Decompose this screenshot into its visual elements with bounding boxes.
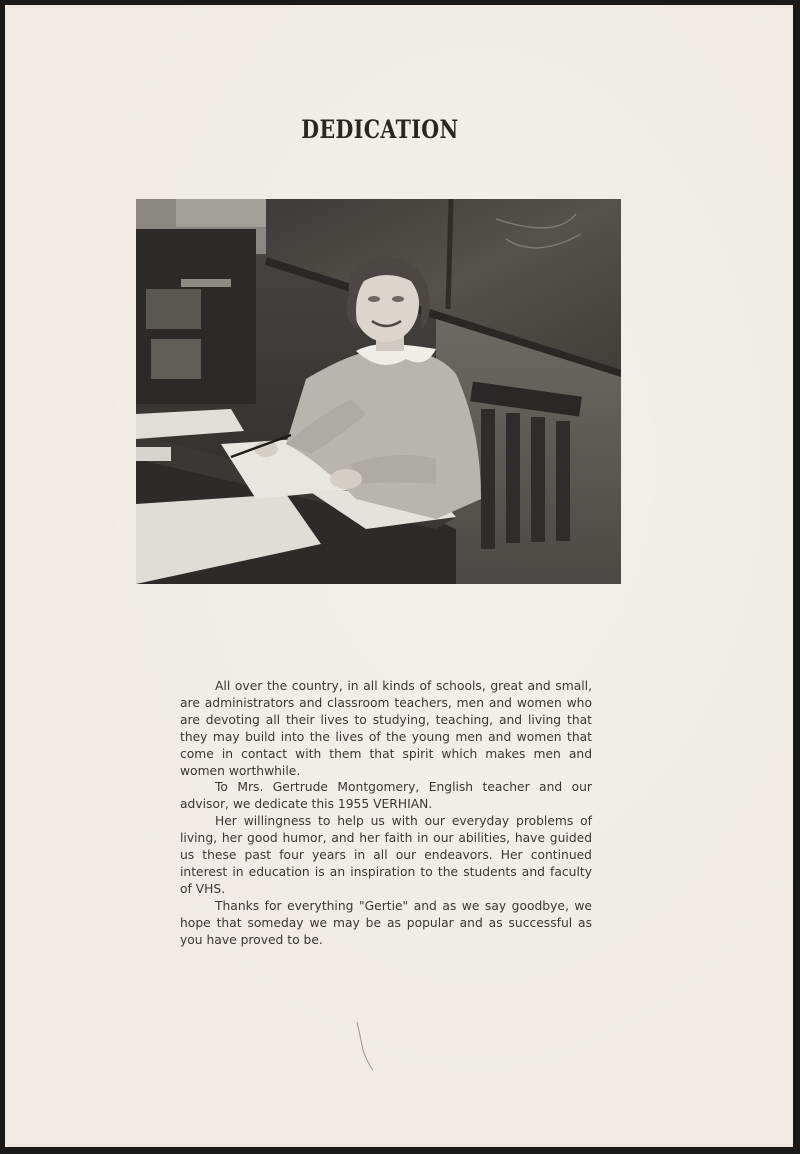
paragraph: Her willingness to help us with our everyday problems of living, her good humor, and her faith in our abilities, have guided us these past four years in all our endeavors. Her continued interest in education is an inspiration to the students and faculty of VHS.: [180, 814, 592, 896]
page-title: DEDICATION: [301, 115, 459, 144]
dedication-text: [180, 678, 592, 949]
paragraph: To Mrs. Gertrude Montgomery, English teacher and our advisor, we dedicate this 1955 VERHIAN.: [180, 780, 592, 812]
yearbook-page: [5, 5, 793, 1147]
paragraph: Thanks for everything "Gertie" and as we say goodbye, we hope that someday we may be as popular and as successful as you have proved to be.: [180, 898, 592, 947]
dedication-photo: [136, 199, 621, 584]
paragraph: All over the country, in all kinds of schools, great and small, are administrators and classroom teachers, men and women who are devoting all their lives to studying, teaching, and living that they may build into the lives of the young men and women that come in contact with them that spirit which makes men and women worthwhile.: [180, 679, 592, 778]
paper-crease-mark: [355, 1020, 380, 1075]
